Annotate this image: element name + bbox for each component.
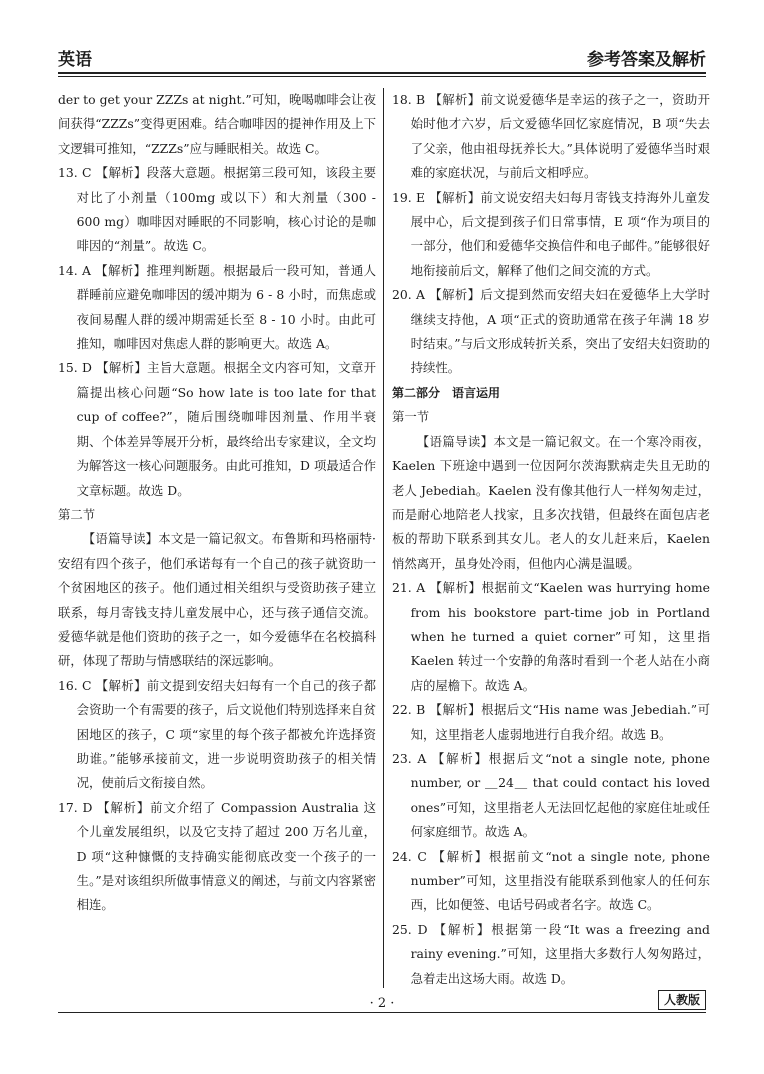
section-heading: 第一节 bbox=[392, 409, 430, 425]
part-heading: 第二部分 语言运用 bbox=[392, 385, 501, 400]
answer-item: 23. A 【解析】根据后文“not a single note, phone number, or ＿24＿ that could contact his loved ones”可知，这里指老人无法回忆起他的家庭住址或任何家庭细节。故选 A。 bbox=[392, 750, 710, 840]
section-title: 参考答案及解析 bbox=[587, 50, 706, 70]
answer-item: 20. A 【解析】后文提到然而安绍夫妇在爱德华上大学时继续支持他，A 项“正式的资助通常在孩子年满 18 岁时结束。”与后文形成转折关系，突出了安绍夫妇资助的持续性。 bbox=[392, 287, 710, 376]
answer-item: 18. B 【解析】前文说爱德华是幸运的孩子之一，资助开始时他才六岁，后文爱德华回忆家庭情况，B 项“失去了父亲，他由祖母抚养长大。”具体说明了爱德华当时艰难的家庭状况，与前后文相呼应。 bbox=[392, 92, 710, 181]
left-column bbox=[58, 88, 376, 918]
column-divider bbox=[383, 88, 384, 988]
answer-item: 13. C 【解析】段落大意题。根据第三段可知，该段主要对比了小剂量（100mg 或以下）和大剂量（300 - 600 mg）咖啡因对睡眠的不同影响，核心讨论的是咖啡因的“剂量”。故选 C。 bbox=[58, 165, 376, 254]
section-heading: 第二节 bbox=[58, 506, 96, 522]
answer-item: 19. E 【解析】前文说安绍夫妇每月寄钱支持海外儿童发展中心，后文提到孩子们日常事情，E 项“作为项目的一部分，他们和爱德华交换信件和电子邮件。”能够很好地衔接前后文，解释了他们之间交流的方式。 bbox=[392, 189, 710, 278]
answer-item: 25. D 【解析】根据第一段“It was a freezing and rainy evening.”可知，这里指大多数行人匆匆路过，急着走出这场大雨。故选 D。 bbox=[392, 921, 710, 986]
page-header bbox=[58, 42, 706, 70]
subject-title: 英语 bbox=[58, 50, 92, 70]
page-number: · 2 · bbox=[369, 996, 395, 1011]
right-column bbox=[392, 88, 710, 991]
header-rule bbox=[58, 72, 706, 74]
answer-item: 15. D 【解析】主旨大意题。根据全文内容可知，文章开篇提出核心问题“So how late is too late for that cup of coffee?”，随后围绕咖啡因剂量、作用半衰期、个体差异等展开分析，最终给出专家建议，全文均为解答这一核心问题服务。由此可推知，D 项最适合作文章标题。故选 D。 bbox=[58, 360, 376, 498]
edition-badge: 人教版 bbox=[658, 990, 706, 1010]
answer-item: 14. A 【解析】推理判断题。根据最后一段可知，普通人群睡前应避免咖啡因的缓冲期为 6 - 8 小时，而焦虑或夜间易醒人群的缓冲期需延长至 8 - 10 小时。由此可推知，咖啡因对焦虑人群的影响更大。故选 A。 bbox=[58, 262, 376, 352]
header-rule-thin bbox=[58, 76, 706, 77]
passage-intro: 【语篇导读】本文是一篇记叙文。在一个寒冷雨夜，Kaelen 下班途中遇到一位因阿尔茨海默病走失且无助的老人 Jebediah。Kaelen 没有像其他行人一样匆匆走过，而是耐心地陪老人找家，且多次找错，但最终在面包店老板的帮助下联系到其女儿。老人的女儿赶来后，Kaelen 悄然离开，虽身处冷雨，但他内心满是温暖。 bbox=[392, 433, 710, 571]
passage-intro: 【语篇导读】本文是一篇记叙文。布鲁斯和玛格丽特·安绍有四个孩子，他们承诺每有一个自己的孩子就资助一个贫困地区的孩子。他们通过相关组织与受资助孩子建立联系，每月寄钱支持儿童发展中心，还与孩子通信交流。爱德华就是他们资助的孩子之一，如今爱德华在名校搞科研，体现了帮助与情感联结的深远影响。 bbox=[58, 531, 376, 669]
answer-item: 22. B 【解析】根据后文“His name was Jebediah.”可知，这里指老人虚弱地进行自我介绍。故选 B。 bbox=[392, 702, 710, 742]
continued-text: der to get your ZZZs at night.”可知，晚喝咖啡会让夜间获得“ZZZs”变得更困难。结合咖啡因的提神作用及上下文逻辑可推知，“ZZZs”应与睡眠相关。故选 C。 bbox=[58, 92, 376, 156]
answer-item: 21. A 【解析】根据前文“Kaelen was hurrying home from his bookstore part-time job in Portland when he turned a quiet corner”可知，这里指 Kaelen 转过一个安静的角落时看到一个老人站在小商店的屋檐下。故选 A。 bbox=[392, 580, 710, 693]
answer-item: 24. C 【解析】根据前文“not a single note, phone number”可知，这里指没有能联系到他家人的任何东西，比如便签、电话号码或者名字。故选 C。 bbox=[392, 848, 710, 913]
answer-item: 17. D 【解析】前文介绍了 Compassion Australia 这个儿童发展组织，以及它支持了超过 200 万名儿童，D 项“这种慷慨的支持确实能彻底改变一个孩子的一生。”是对该组织所做事情意义的阐述，与前文内容紧密相连。 bbox=[58, 799, 376, 913]
footer-rule bbox=[58, 1012, 706, 1013]
answer-item: 16. C 【解析】前文提到安绍夫妇每有一个自己的孩子都会资助一个有需要的孩子，后文说他们特别选择来自贫困地区的孩子，C 项“家里的每个孩子都被允许选择资助谁。”能够承接前文，进一步说明资助孩子的相关情况，使前后文衔接自然。 bbox=[58, 677, 376, 791]
